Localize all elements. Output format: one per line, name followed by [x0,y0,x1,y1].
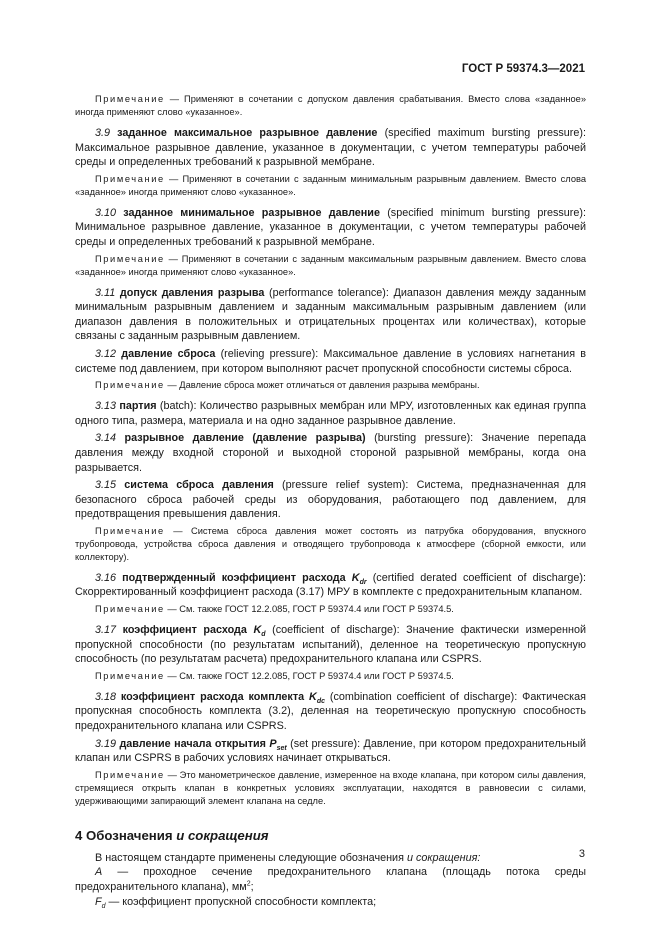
note-label: Примечание [95,380,165,391]
term-definition [75,399,586,428]
term-definition [75,737,586,766]
symbol-fd-definition: — коэффициент пропускной способности комплекта; [105,895,377,908]
term-symbol-subscript: d [261,631,266,639]
term-definition [75,126,586,170]
note [75,379,586,392]
term-symbol-subscript: dr [359,579,367,587]
term-number: 3.11 [95,286,116,299]
term-definition [75,431,586,475]
note [75,769,586,808]
note-label: Примечание [95,769,165,780]
term-name: заданное минимальное разрывное давление [123,206,380,219]
note [75,253,586,279]
term-number: 3.9 [95,127,111,139]
term-symbol: K [351,571,360,584]
term-symbol-subscript: dc [316,698,326,705]
note-label: Примечание [95,604,165,615]
term-name: давление начала открытия [119,737,266,750]
symbol-fd-line [75,895,586,910]
term-definition [75,478,586,522]
term-text: (specified maximum bursting pressure): Максимальное разрывное давление, указанное в документации, с учетом температуры рабочей среды и определенных требований к разрывной мембране. [75,127,587,169]
page-number: 3 [578,848,585,860]
note-text: — Применяют в сочетании с допуском давления срабатывания. Вместо слова «заданное» иногда применяют слово «указанное». [75,94,586,117]
term-name: допуск давления разрыва [119,286,265,299]
term-symbol: K [253,624,262,637]
note-label: Примечание [95,173,165,184]
term-text: (bursting pressure): Значение перепада давления между входной стороной и выходной стороной разрывной мембраны, когда она разрывается. [75,432,586,474]
note-text: — Применяют в сочетании с заданным минимальным разрывным давлением. Вместо слова «заданное» иногда применяют слово «указанное». [75,173,586,197]
term-definition [75,347,586,376]
term-number: 3.13 [95,400,117,413]
term-number: 3.16 [95,571,117,584]
term-symbol: K [309,690,317,703]
term-name: разрывное давление (давление разрыва) [124,432,366,445]
note-label: Примечание [95,670,165,681]
symbol-a-line [75,865,586,894]
section-intro-italic: и сокращения: [406,851,481,864]
symbol-a-end: ; [250,881,254,893]
note [75,173,586,199]
term-text: (relieving pressure): Максимальное давление в условиях нагнетания в системе под давлением, при котором выполняют расчет пропускной способности системы сброса. [75,347,586,375]
term-name: коэффициент расхода [122,624,247,637]
document-body [75,93,586,909]
section-heading-main: 4 Обозначения [75,827,177,843]
note-text: — Система сброса давления может состоять из патрубка оборудования, впускного трубопровода, устройства сброса давления и отводящего трубопровода к атмосфере (сборной емкости, или коллектору). [75,525,586,562]
term-symbol-subscript: set [276,744,287,752]
term-number: 3.18 [95,690,117,703]
term-name: давление сброса [121,347,216,360]
note-text: — См. также ГОСТ 12.2.085, ГОСТ Р 59374.4 или ГОСТ Р 59374.5. [164,604,454,615]
term-text: (certified derated coefficient of discharge): Скорректированный коэффициент расхода (3.17) МРУ в комплекте с предохранительным клапаном. [75,571,587,599]
term-name: подтвержденный коэффициент расхода [122,571,346,584]
term-name: заданное максимальное разрывное давление [117,127,378,139]
section-intro [75,851,586,866]
term-definition [75,623,586,667]
note-text: — Это манометрическое давление, измеренное на входе клапана, при котором силы давления, стремящиеся открыть клапан в конкретных условиях эксплуатации, находятся в равновесии с силами, удерживающими запирающий элемент клапана на седле. [75,769,586,806]
term-name: система сброса давления [124,479,274,492]
term-text: (specified minimum bursting pressure): Минимальное разрывное давление, указанное в документации, с учетом температуры рабочей среды и определенных требований к разрывной мембране. [75,206,587,248]
note [75,670,586,683]
term-text: (coefficient of discharge): Значение фактически измеренной пропускной способности (по результатам испытаний), деленное на теоретическую пропускную способность (по результатам расчета) предохранительного клапана или CSPRS. [75,624,586,666]
term-number: 3.15 [95,479,117,492]
term-name: коэффициент расхода комплекта [120,690,305,703]
term-number: 3.19 [95,737,117,750]
term-definition [75,286,586,344]
symbol-f-subscript: d [101,902,106,910]
term-number: 3.10 [95,206,117,219]
note-label: Примечание [95,94,165,104]
term-text: (batch): Количество разрывных мембран или МРУ, изготовленных как единая группа одного типа, размера, материала и на одно заданное разрывное давление. [75,400,586,427]
symbol-a: A [95,866,103,879]
symbol-a-unit-exponent: 2 [246,880,251,888]
term-text: (pressure relief system): Система, предназначенная для безопасного сброса рабочей среды из оборудования, работающего под давлением, для предотвращения превышения давления. [75,479,587,521]
section-heading-italic: и сокращения [176,827,269,843]
term-number: 3.14 [95,432,117,445]
term-definition [75,690,586,734]
term-symbol: P [269,737,277,750]
term-text: (performance tolerance): Диапазон давления между заданным минимальным разрывным давлением и заданным максимальным разрывным давлением (или диапазон давления в положительных и отрицательных процентах или количествах), которые связаны с заданным разрывным давлением. [75,286,587,343]
term-list [75,93,586,808]
symbol-a-definition: — проходное сечение предохранительного клапана (площадь потока среды предохранительного клапана), мм [75,866,586,893]
section-intro-main: В настоящем стандарте применены следующие обозначения [95,851,407,864]
document-header: ГОСТ Р 59374.3—2021 [461,63,585,75]
note-text: — См. также ГОСТ 12.2.085, ГОСТ Р 59374.4 или ГОСТ Р 59374.5. [164,670,454,681]
note-text: — Давление сброса может отличаться от давления разрыва мембраны. [164,380,480,391]
term-definition [75,571,586,600]
note-label: Примечание [95,253,165,264]
term-number: 3.12 [95,347,117,360]
note-label: Примечание [95,525,165,536]
term-definition [75,206,586,250]
symbol-f: F [95,895,102,908]
note-text: — Применяют в сочетании с заданным максимальным разрывным давлением. Вместо слова «заданное» иногда применяют слово «указанное». [75,253,586,277]
section-heading [75,828,586,843]
term-number: 3.17 [95,624,117,637]
term-text: (combination coefficient of discharge): Фактическая пропускная способность комплекта (3.2), деленная на теоретическую пропускную способность предохранительного клапана или CSPRS. [75,690,586,733]
note [75,93,586,119]
note [75,525,586,564]
note [75,603,586,616]
term-name: партия [119,400,157,413]
term-text: (set pressure): Давление, при котором предохранительный клапан или CSPRS в рабочих условиях начинает открываться. [75,737,586,765]
